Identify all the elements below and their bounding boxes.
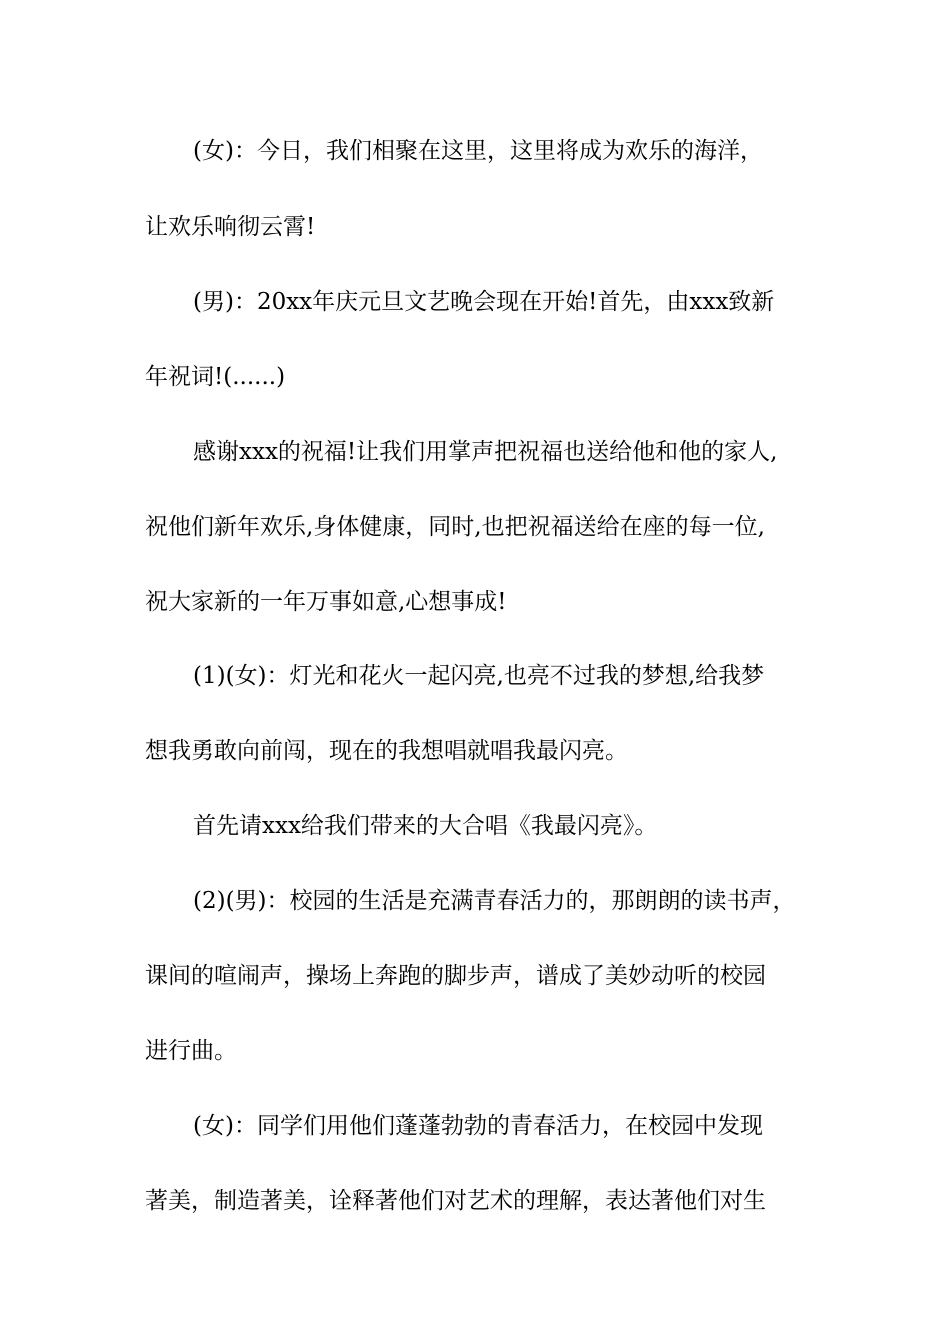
text-line: 首先请xxx给我们带来的大合唱《我最闪亮》。 <box>193 813 658 839</box>
text-line: 想我勇敢向前闯，现在的我想唱就唱我最闪亮。 <box>145 738 628 764</box>
text-line: 祝他们新年欢乐,身体健康，同时,也把祝福送给在座的每一位, <box>145 514 765 540</box>
text-line: (女)：今日，我们相聚在这里，这里将成为欢乐的海洋， <box>193 138 763 164</box>
text-line: 年祝词!(......) <box>145 364 286 390</box>
text-line: (女)：同学们用他们蓬蓬勃勃的青春活力，在校园中发现 <box>193 1113 763 1139</box>
text-line: 著美，制造著美，诠释著他们对艺术的理解，表达著他们对生 <box>145 1188 766 1214</box>
text-line: 进行曲。 <box>145 1038 237 1064</box>
text-line: 感谢xxx的祝福!让我们用掌声把祝福也送给他和他的家人, <box>193 439 778 465</box>
text-line: 让欢乐响彻云霄! <box>145 214 316 240</box>
text-line: (1)(女)：灯光和花火一起闪亮,也亮不过我的梦想,给我梦 <box>193 663 765 689</box>
text-line: (男)：20xx年庆元旦文艺晚会现在开始!首先，由xxx致新 <box>193 289 775 315</box>
text-line: 课间的喧闹声，操场上奔跑的脚步声，谱成了美妙动听的校园 <box>145 963 766 989</box>
text-line: (2)(男)：校园的生活是充满青春活力的，那朗朗的读书声， <box>193 888 796 914</box>
text-line: 祝大家新的一年万事如意,心想事成! <box>145 589 507 615</box>
